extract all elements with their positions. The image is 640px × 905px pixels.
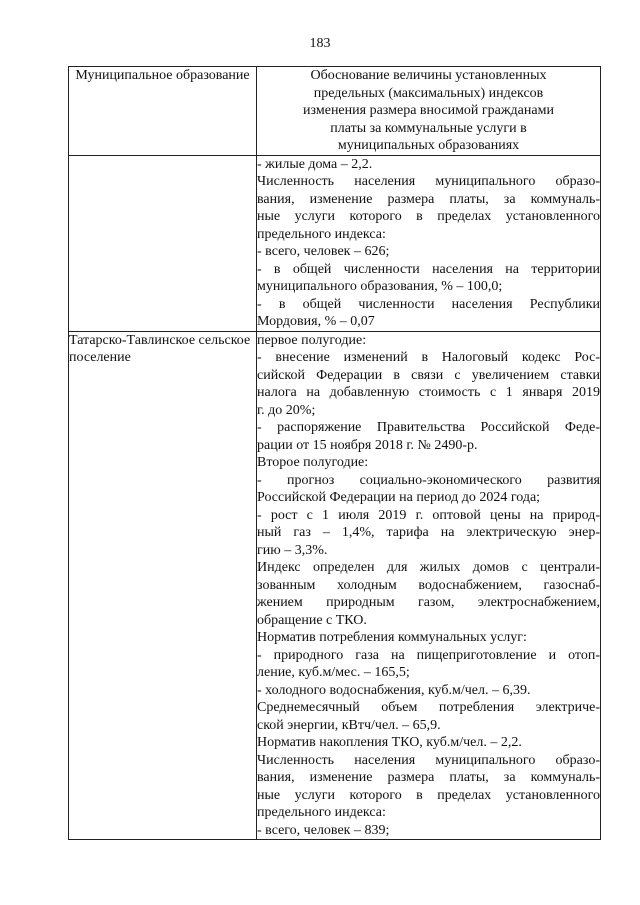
text-line: Мордовия, % – 0,07 — [257, 314, 375, 329]
page-number: 183 — [309, 36, 331, 51]
text-line: Российской Федерации на период до 2024 года; — [257, 490, 541, 505]
table-header-row — [69, 67, 601, 156]
justification-cell — [257, 331, 601, 840]
text-line: гию – 3,3%. — [257, 542, 328, 558]
text-line: Численность населения муниципального образо- — [257, 752, 600, 768]
text-line: - в общей численности населения Республики — [257, 296, 600, 312]
text-line: жением природным газом, электроснабжением, — [257, 595, 600, 610]
text-line: первое полугодие: — [257, 332, 367, 348]
text-line: ные услуги которого в пределах установленного — [257, 787, 600, 803]
header-line: платы за коммунальные услуги в — [330, 120, 527, 136]
text-line: - жилые дома – 2,2. — [257, 156, 373, 172]
text-line: г. до 20%; — [257, 402, 316, 418]
text-line: Индекс определен для жилых домов с централи- — [257, 560, 600, 575]
text-line: - распоряжение Правительства Российской Феде- — [257, 420, 600, 435]
header-justification — [257, 67, 601, 156]
municipality-cell: Татарско-Тавлинское сельское поселение — [69, 331, 257, 840]
text-line: ный газ – 1,4%, тарифа на электрическую энер- — [257, 525, 600, 540]
header-line: предельных (максимальных) индексов — [313, 85, 544, 101]
text-line: сийской Федерации в связи с увеличением ставки — [257, 367, 600, 383]
header-line: муниципальных образованиях — [337, 138, 520, 153]
text-line: - в общей численности населения на территории — [257, 261, 600, 277]
text-line: - холодного водоснабжения, куб.м/чел. – 6,39. — [257, 682, 531, 698]
text-line: - рост с 1 июля 2019 г. оптовой цены на природ- — [257, 507, 600, 523]
text-line: зованным холодным водоснабжением, газоснаб- — [257, 577, 600, 593]
text-line: рации от 15 ноября 2018 г. № 2490-р. — [257, 437, 478, 453]
text-line: ные услуги которого в пределах установленного — [257, 209, 600, 224]
text-line: обращение с ТКО. — [257, 612, 367, 628]
table-row — [69, 331, 601, 840]
text-line: муниципального образования, % – 100,0; — [257, 279, 503, 294]
header-line: Обоснование величины установленных — [310, 68, 547, 83]
text-line: Численность населения муниципального образо- — [257, 174, 600, 189]
municipality-cell — [69, 155, 257, 331]
text-line: Норматив потребления коммунальных услуг: — [257, 630, 527, 645]
header-line: изменения размера вносимой гражданами — [303, 103, 554, 118]
table-row — [69, 155, 601, 331]
text-line: Среднемесячный объем потребления электриче- — [257, 700, 600, 715]
text-line: предельного индекса: — [257, 226, 386, 242]
text-line: налога на добавленную стоимость с 1 января 2019 — [257, 385, 600, 400]
text-line: предельного индекса: — [257, 805, 386, 820]
text-line: Второе полугодие: — [257, 455, 369, 470]
justification-cell — [257, 155, 601, 331]
text-line: вания, изменение размера платы, за коммуналь- — [257, 770, 600, 785]
text-line: - всего, человек – 626; — [257, 244, 390, 259]
text-line: ской энергии, кВтч/чел. – 65,9. — [257, 717, 441, 733]
text-line: Норматив накопления ТКО, куб.м/чел. – 2,2. — [257, 735, 522, 750]
text-line: - всего, человек – 839; — [257, 822, 390, 838]
text-line: - внесение изменений в Налоговый кодекс Рос- — [257, 350, 600, 365]
text-line: - природного газа на пищеприготовление и отоп- — [257, 647, 600, 663]
text-line: ление, куб.м/мес. – 165,5; — [257, 665, 410, 680]
header-municipality: Муниципальное образование — [69, 67, 257, 156]
justification-table — [68, 66, 601, 840]
text-line: вания, изменение размера платы, за коммуналь- — [257, 191, 600, 207]
text-line: - прогноз социально-экономического развития — [257, 472, 600, 488]
